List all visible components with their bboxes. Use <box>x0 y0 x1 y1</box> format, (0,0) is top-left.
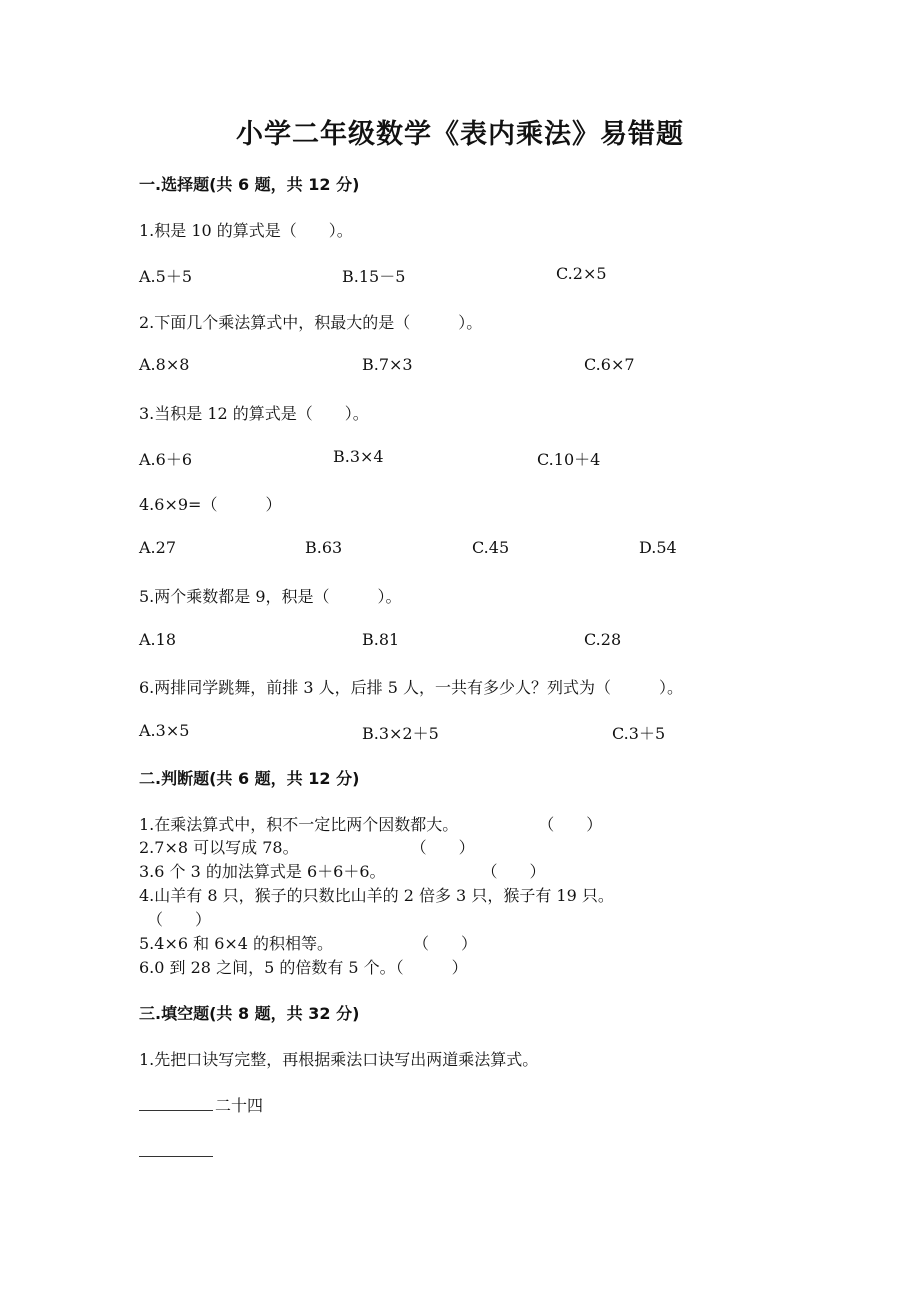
judge-item: 4.山羊有 8 只，猴子的只数比山羊的 2 倍多 3 只，猴子有 19 只。 <box>139 886 614 905</box>
option-b: B.81 <box>362 630 400 649</box>
answer-blank <box>139 1156 213 1157</box>
option-c: C.2×5 <box>556 264 607 283</box>
question-3: 3.当积是 12 的算式是（ ）。 <box>139 404 369 423</box>
option-b: B.7×3 <box>362 355 413 374</box>
answer-blank <box>139 1110 213 1111</box>
page-title: 小学二年级数学《表内乘法》易错题 <box>236 119 684 150</box>
section-heading-choice: 一.选择题(共 6 题，共 12 分) <box>139 175 360 194</box>
judge-item-answer: （ ） <box>147 910 212 929</box>
option-a: A.3×5 <box>139 721 190 740</box>
option-c: C.3＋5 <box>612 724 666 743</box>
option-b: B.3×2＋5 <box>362 724 439 743</box>
section-heading-judge: 二.判断题(共 6 题，共 12 分) <box>139 769 360 788</box>
question-5: 5.两个乘数都是 9，积是（ ）。 <box>139 587 402 606</box>
option-a: A.27 <box>139 538 176 557</box>
option-a: A.8×8 <box>139 355 190 374</box>
option-a: A.5＋5 <box>139 267 193 286</box>
question-2: 2.下面几个乘法算式中，积最大的是（ ）。 <box>139 313 483 332</box>
judge-item: 2.7×8 可以写成 78。 （ ） <box>139 838 475 857</box>
judge-item: 1.在乘法算式中，积不一定比两个因数都大。 （ ） <box>139 815 603 834</box>
option-c: C.28 <box>584 630 622 649</box>
option-b: B.3×4 <box>333 447 384 466</box>
option-c: C.10＋4 <box>537 450 601 469</box>
option-c: C.6×7 <box>584 355 635 374</box>
option-c: C.45 <box>472 538 510 557</box>
judge-item: 3.6 个 3 的加法算式是 6＋6＋6。 （ ） <box>139 862 546 881</box>
question-1: 1.积是 10 的算式是（ ）。 <box>139 221 353 240</box>
section-heading-fill: 三.填空题(共 8 题，共 32 分) <box>139 1004 360 1023</box>
option-a: A.6＋6 <box>139 450 193 469</box>
question-6: 6.两排同学跳舞，前排 3 人，后排 5 人，一共有多少人？列式为（ ）。 <box>139 678 683 697</box>
blank-suffix: 二十四 <box>215 1096 264 1115</box>
question-4: 4.6×9=（ ） <box>139 495 282 514</box>
option-d: D.54 <box>639 538 677 557</box>
fill-question-1: 1.先把口诀写完整，再根据乘法口诀写出两道乘法算式。 <box>139 1050 539 1069</box>
option-b: B.63 <box>305 538 343 557</box>
judge-item: 5.4×6 和 6×4 的积相等。 （ ） <box>139 934 478 953</box>
option-b: B.15－5 <box>342 267 406 286</box>
judge-item: 6.0 到 28 之间，5 的倍数有 5 个。（ ） <box>139 958 468 977</box>
option-a: A.18 <box>139 630 176 649</box>
